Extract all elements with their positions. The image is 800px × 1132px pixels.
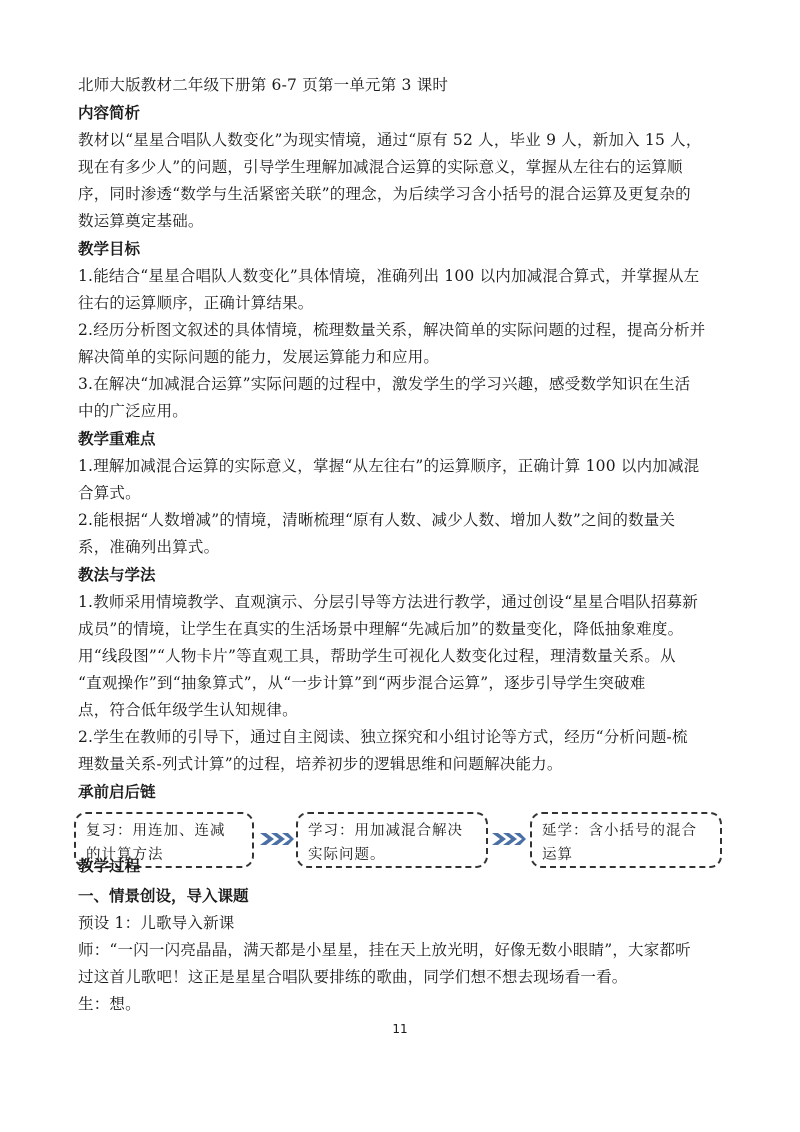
- chain-box-learn: [296, 812, 488, 868]
- paragraph-line: 序，同时渗透“数学与生活紧密关联”的理念，为后续学习含小括号的混合运算及更复杂的: [78, 185, 691, 203]
- paragraph-line: 1.能结合“星星合唱队人数变化”具体情境，准确列出 100 以内加减混合算式，并掌握从左: [78, 267, 700, 285]
- paragraph-line: 预设 1：儿歌导入新课: [78, 914, 235, 932]
- paragraph-line: 往右的运算顺序，正确计算结果。: [78, 294, 314, 312]
- paragraph-line: 中的广泛应用。: [78, 402, 188, 420]
- document-page: [78, 72, 728, 1018]
- section-title-process: 教学过程: [78, 857, 141, 875]
- paragraph-line: 教材以“星星合唱队人数变化”为现实情境，通过“原有 52 人，毕业 9 人，新加入 15 人，: [78, 131, 702, 149]
- subsection-title: 一、情景创设，导入课题: [78, 887, 249, 905]
- section-title-keypoints: 教学重难点: [78, 430, 156, 448]
- paragraph-line: 现在有多少人”的问题，引导学生理解加减混合运算的实际意义，掌握从左往右的运算顺: [78, 158, 683, 176]
- section-title-goals: 教学目标: [78, 240, 141, 258]
- paragraph-line: 合算式。: [78, 484, 141, 502]
- chain-box-text: 延学：含小括号的混合: [542, 823, 697, 839]
- page-number: 11: [392, 1022, 408, 1036]
- paragraph-line: 成员”的情境，让学生在真实的生活场景中理解“先减后加”的数量变化，降低抽象难度。: [78, 620, 684, 638]
- paragraph-line: 1.理解加减混合运算的实际意义，掌握“从左往右”的运算顺序，正确计算 100 以内加减混: [78, 457, 700, 475]
- learning-chain-diagram: [78, 812, 728, 882]
- chain-box-extend: [530, 812, 722, 868]
- chain-box-text: 实际问题。: [308, 847, 386, 863]
- double-chevron-arrow-icon: [260, 831, 294, 847]
- chain-box-text: 复习：用连加、连减: [86, 823, 226, 839]
- paragraph-line: 解决简单的实际问题的能力，发展运算能力和应用。: [78, 348, 440, 366]
- paragraph-line: 师：“一闪一闪亮晶晶，满天都是小星星，挂在天上放光明，好像无数小眼睛”，大家都听: [78, 941, 691, 959]
- paragraph-line: 数运算奠定基础。: [78, 212, 204, 230]
- paragraph-line: 系，准确列出算式。: [78, 538, 220, 556]
- paragraph-line: 2.经历分析图文叙述的具体情境，梳理数量关系，解决简单的实际问题的过程，提高分析并: [78, 321, 706, 339]
- paragraph-line: 理数量关系-列式计算”的过程，培养初步的逻辑思维和问题解决能力。: [78, 755, 563, 773]
- double-chevron-arrow-icon: [492, 831, 526, 847]
- chain-box-text: 学习：用加减混合解决: [308, 823, 463, 839]
- section-title-chain: 承前启后链: [78, 783, 156, 801]
- paragraph-line: 点，符合低年级学生认知规律。: [78, 701, 298, 719]
- section-title-analysis: 内容简析: [78, 104, 141, 122]
- paragraph-line: 1.教师采用情境教学、直观演示、分层引导等方法进行教学，通过创设“星星合唱队招募新: [78, 593, 698, 611]
- section-title-methods: 教法与学法: [78, 566, 156, 584]
- paragraph-line: 过这首儿歌吧！这正是星星合唱队要排练的歌曲，同学们想不想去现场看一看。: [78, 968, 628, 986]
- paragraph-line: 生：想。: [78, 995, 141, 1013]
- paragraph-line: 2.学生在教师的引导下，通过自主阅读、独立探究和小组讨论等方式，经历“分析问题-梳: [78, 728, 688, 746]
- chain-box-text: 运算: [542, 847, 573, 863]
- paragraph-line: 用“线段图”“人物卡片”等直观工具，帮助学生可视化人数变化过程，理清数量关系。从: [78, 647, 676, 665]
- chain-box-text: 的计算方法: [86, 847, 164, 863]
- paragraph-line: “直观操作”到“抽象算式”，从“一步计算”到“两步混合运算”，逐步引导学生突破难: [78, 674, 646, 692]
- paragraph-line: 2.能根据“人数增减”的情境，清晰梳理“原有人数、减少人数、增加人数”之间的数量关: [78, 511, 676, 529]
- paragraph-line: 3.在解决“加减混合运算”实际问题的过程中，激发学生的学习兴趣，感受数学知识在生活: [78, 375, 691, 393]
- lesson-header: 北师大版教材二年级下册第 6-7 页第一单元第 3 课时: [78, 76, 449, 94]
